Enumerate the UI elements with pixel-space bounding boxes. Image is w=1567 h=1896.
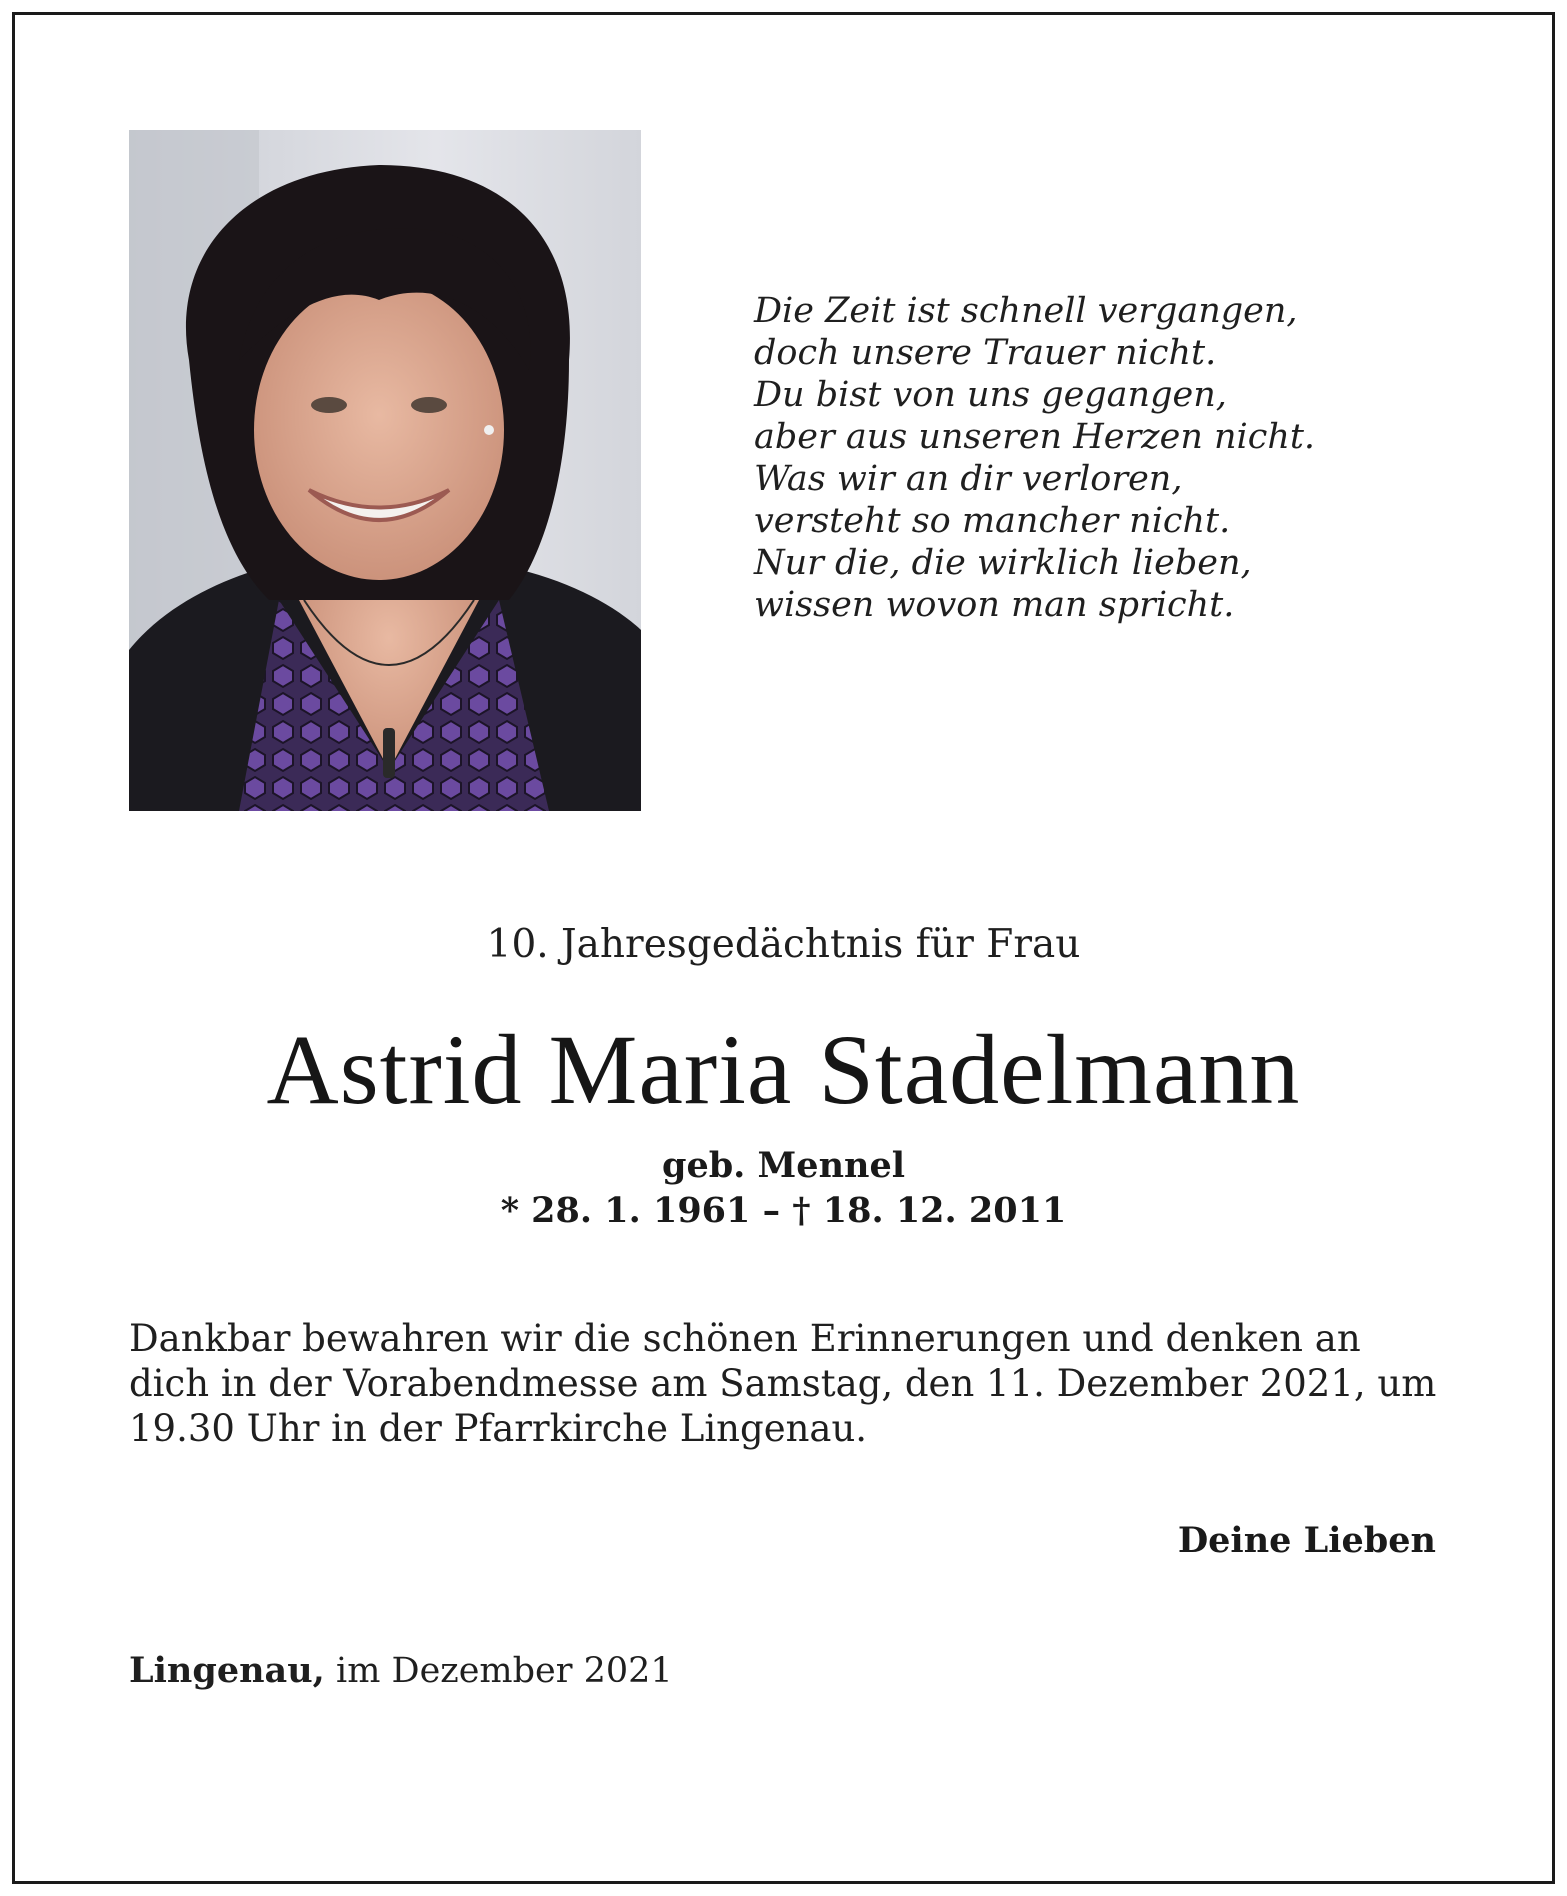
memorial-message: Dankbar bewahren wir die schönen Erinnerungen und denken an dich in der Vorabendmesse am Samstag, den 11. Dezember 2021, um 19.30 Uhr in der Pfarrkirche Lingenau. xyxy=(129,1317,1437,1450)
portrait-illustration xyxy=(129,130,641,811)
poem-line: Du bist von uns gegangen, xyxy=(754,375,1227,415)
deceased-name: Astrid Maria Stadelmann xyxy=(266,1014,1301,1125)
poem-line: Was wir an dir verloren, xyxy=(754,459,1183,499)
signature: Deine Lieben xyxy=(1177,1520,1436,1561)
poem-line: Nur die, die wirklich lieben, xyxy=(754,543,1252,583)
place-name: Lingenau, xyxy=(129,1650,325,1691)
portrait-photo xyxy=(129,130,641,811)
place-and-date xyxy=(129,1650,673,1691)
footer-date: im Dezember 2021 xyxy=(336,1651,673,1691)
poem-line: versteht so mancher nicht. xyxy=(754,501,1231,541)
memorial-poem xyxy=(754,290,1374,626)
poem-line: aber aus unseren Herzen nicht. xyxy=(754,417,1316,457)
poem-line: Die Zeit ist schnell vergangen, xyxy=(754,291,1298,331)
poem-line: doch unsere Trauer nicht. xyxy=(754,333,1217,373)
life-dates: * 28. 1. 1961 – † 18. 12. 2011 xyxy=(500,1190,1067,1231)
maiden-name: geb. Mennel xyxy=(661,1145,906,1186)
poem-line: wissen wovon man spricht. xyxy=(754,585,1235,625)
memorial-subtitle: 10. Jahresgedächtnis für Frau xyxy=(486,922,1081,967)
